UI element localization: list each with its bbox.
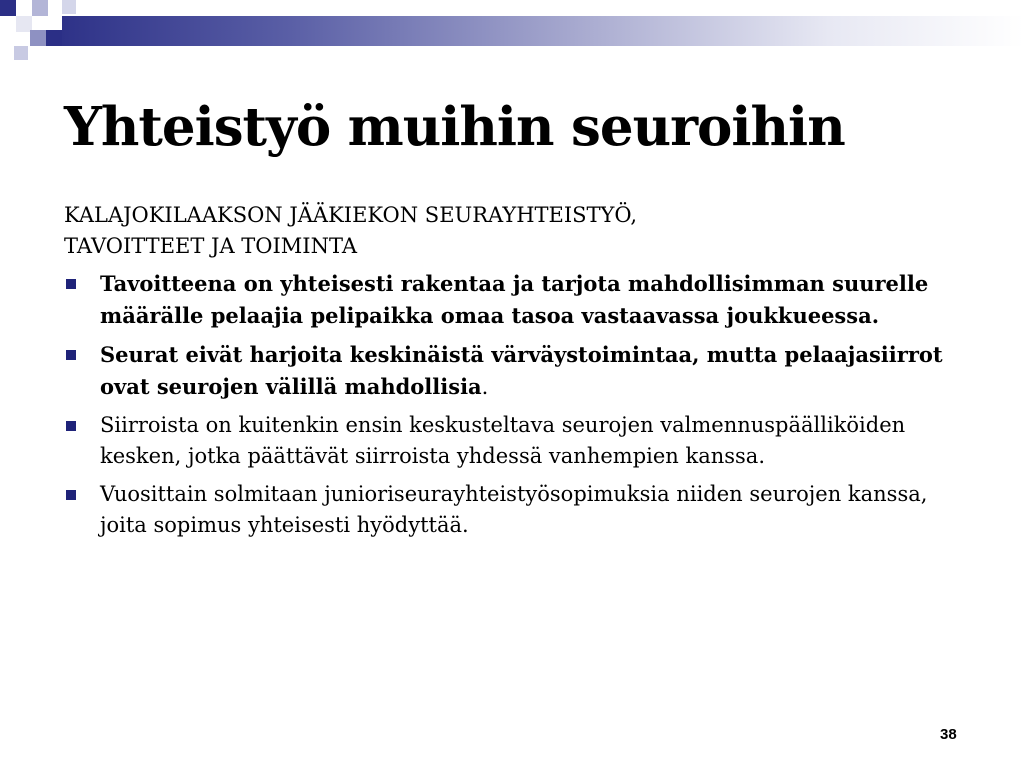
decor-square <box>32 0 48 16</box>
page-number: 38 <box>940 726 957 743</box>
decor-square <box>30 30 46 46</box>
decor-square <box>14 46 28 60</box>
bullet-text: Tavoitteena on yhteisesti rakentaa ja tarjota mahdollisimman suurelle määrälle pelaajia pelipaikka omaa tasoa vastaavassa joukkueessa. <box>100 271 929 328</box>
slide-content <box>64 200 964 548</box>
square-bullet-icon <box>66 279 76 289</box>
subheading-line-1: KALAJOKILAAKSON JÄÄKIEKON SEURAYHTEISTYÖ, <box>64 203 638 227</box>
bullet-text: Siirroista on kuitenkin ensin keskusteltava seurojen valmennuspäälliköiden kesken, jotka päättävät siirroista yhdessä vanhempien kanssa. <box>100 413 906 468</box>
bullet-text: Vuosittain solmitaan junioriseurayhteistyösopimuksia niiden seurojen kanssa, joita sopimus yhteisesti hyödyttää. <box>100 482 928 537</box>
square-bullet-icon <box>66 350 76 360</box>
decor-square <box>0 0 16 16</box>
bullet-item <box>64 268 964 332</box>
bullet-item <box>64 339 964 403</box>
subheading-line-2: TAVOITTEET JA TOIMINTA <box>64 234 358 258</box>
gradient-bar <box>46 16 1024 46</box>
square-bullet-icon <box>66 421 76 431</box>
decor-square <box>62 0 76 14</box>
decor-square <box>46 30 62 46</box>
header-decoration <box>0 0 1024 70</box>
bullet-item <box>64 410 964 472</box>
bullet-text: Seurat eivät harjoita keskinäistä värväystoimintaa, mutta pelaajasiirrot ovat seurojen välillä mahdollisia <box>100 342 943 399</box>
bullet-item <box>64 479 964 541</box>
bullet-list <box>64 268 964 541</box>
slide-title: Yhteistyö muihin seuroihin <box>64 96 845 158</box>
square-bullet-icon <box>66 490 76 500</box>
bullet-suffix: . <box>481 375 489 399</box>
